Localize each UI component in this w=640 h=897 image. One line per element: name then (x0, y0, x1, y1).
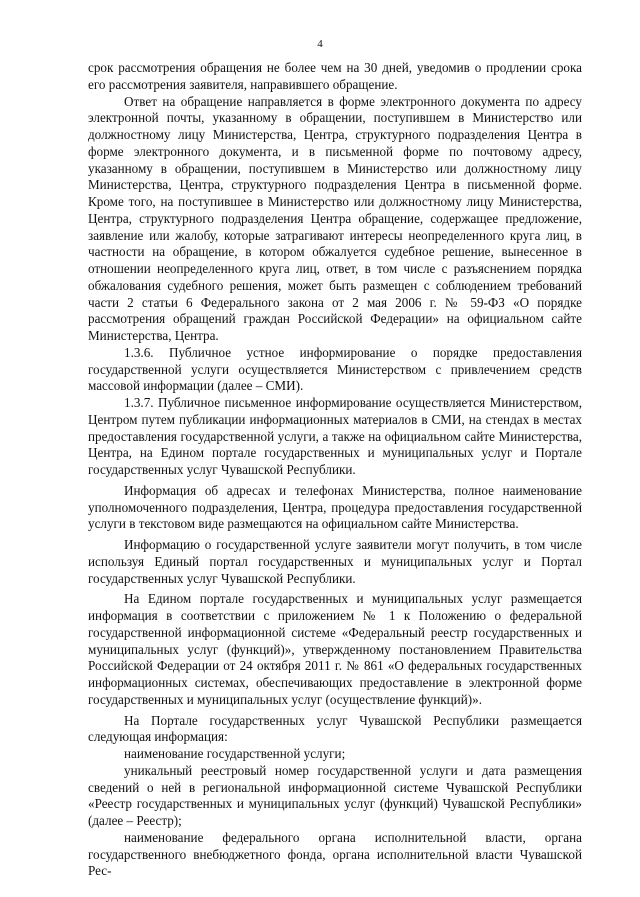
paragraph: срок рассмотрения обращения не более чем на 30 дней, уведомив о продлении срока его рассмотрения заявителя, направившего обращение. (88, 60, 582, 92)
paragraph: На Едином портале государственных и муниципальных услуг размещается информация в соответствии с приложением № 1 к Положению о федеральной государственной информационной системе «Федеральный реестр государственных и муниципальных услуг (функций)», утвержденному постановлением Правительства Российской Федерации от 24 октября 2011 г. № 861 «О федеральных государственных информационных системах, обеспечивающих предоставление в электронной форме государственных и муниципальных услуг (осуществление функций)». (88, 591, 582, 707)
paragraph: На Портале государственных услуг Чувашской Республики размещается следующая информация: (88, 712, 582, 745)
paragraph: уникальный реестровый номер государственной услуги и дата размещения сведений о ней в региональной информационной системе Чувашской Республики «Реестр государственных и муниципальных услуг (функций) Чувашской Республики» (далее – Реестр); (88, 762, 582, 828)
paragraph: наименование государственной услуги; (124, 746, 346, 761)
paragraph: наименование федерального органа исполнительной власти, органа государственного внебюджетного фонда, органа исполнительной власти Чувашской Рес- (88, 829, 582, 879)
paragraph: 1.3.7. Публичное письменное информирование осуществляется Министерством, Центром путем публикации информационных материалов в СМИ, на стендах в местах предоставления государственной услуги, а также на официальном сайте Министерства, Центра, на Едином портале государственных и муниципальных услуг и Портале государственных услуг Чувашской Республики. (88, 395, 582, 477)
paragraph: Информация об адресах и телефонах Министерства, полное наименование уполномоченного подразделения, Центра, процедура предоставления государственной услуги в текстовом виде размещаются на официальном сайте Министерства. (88, 482, 582, 532)
page-number: 4 (317, 38, 323, 50)
paragraph: Информацию о государственной услуге заявители могут получить, в том числе используя Единый портал государственных и муниципальных услуг и Портал государственных услуг Чувашской Республики. (88, 537, 582, 586)
paragraph: 1.3.6. Публичное устное информирование о порядке предоставления государственной услуги осуществляется Министерством с привлечением средств массовой информации (далее – СМИ). (88, 344, 582, 394)
body-text (88, 60, 582, 880)
paragraph: Ответ на обращение направляется в форме электронного документа по адресу электронной почты, указанному в обращении, поступившем в Министерство или должностному лицу Министерства, Центра, структурного подразделения Центра в форме электронного документа, и в письменной форме по почтовому адресу, указанному в обращении, поступившем в Министерство или должностному лицу Министерства, Центра, структурного подразделения Центра в письменной форме. Кроме того, на поступившее в Министерство или должностному лицу Министерства, Центра, структурного подразделения Центра обращение, содержащее предложение, заявление или жалобу, которые затрагивают интересы неопределенного круга лиц, в частности на обращение, в котором обжалуется судебное решение, вынесенное в отношении неопределенного круга лиц, ответ, в том числе с разъяснением порядка обжалования судебного решения, может быть размещен с соблюдением требований части 2 статьи 6 Федерального закона от 2 мая 2006 г. № 59-ФЗ «О порядке рассмотрения обращений граждан Российской Федерации» на официальном сайте Министерства, Центра. (88, 93, 582, 343)
